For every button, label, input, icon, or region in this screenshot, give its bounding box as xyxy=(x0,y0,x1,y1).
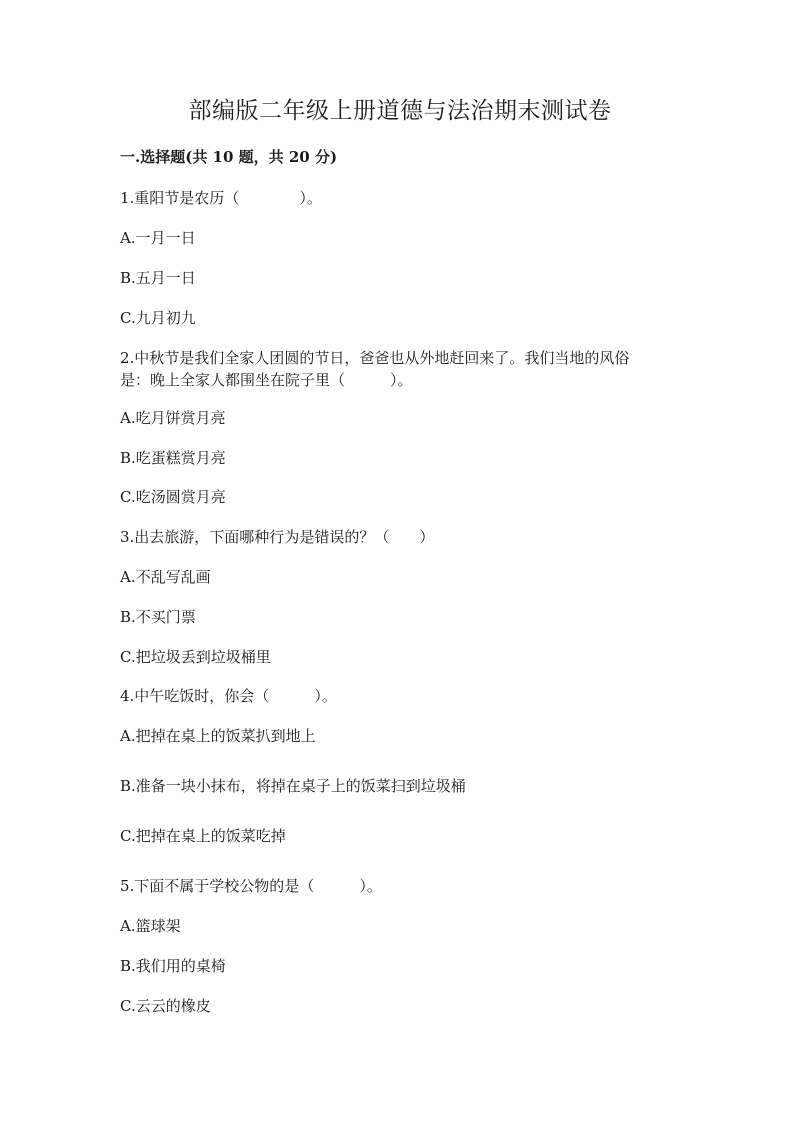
question-4-option-b: B.准备一块小抹布，将掉在桌子上的饭菜扫到垃圾桶 xyxy=(120,777,466,795)
question-3-option-a: A.不乱写乱画 xyxy=(120,568,211,586)
question-3-option-b: B.不买门票 xyxy=(120,608,196,626)
question-1-option-c: C.九月初九 xyxy=(120,309,196,327)
question-1-option-a: A.一月一日 xyxy=(120,229,196,247)
page-title: 部编版二年级上册道德与法治期末测试卷 xyxy=(188,98,612,124)
question-2-stem-line-2: 是：晚上全家人都围坐在院子里（ ）。 xyxy=(120,371,413,389)
section-heading: 一.选择题(共 10 题，共 20 分) xyxy=(120,148,338,166)
question-2-stem-line-1: 2.中秋节是我们全家人团圆的节日，爸爸也从外地赶回来了。我们当地的风俗 xyxy=(120,349,630,367)
question-4-option-c: C.把掉在桌上的饭菜吃掉 xyxy=(120,827,286,845)
question-1-option-b: B.五月一日 xyxy=(120,269,196,287)
question-1-stem: 1.重阳节是农历（ ）。 xyxy=(120,189,322,207)
question-5-option-b: B.我们用的桌椅 xyxy=(120,957,226,975)
question-5-option-a: A.篮球架 xyxy=(120,917,181,935)
question-2-option-b: B.吃蛋糕赏月亮 xyxy=(120,449,226,467)
question-2-option-c: C.吃汤圆赏月亮 xyxy=(120,488,226,506)
question-3-option-c: C.把垃圾丢到垃圾桶里 xyxy=(120,648,271,666)
question-5-option-c: C.云云的橡皮 xyxy=(120,997,211,1015)
question-2-option-a: A.吃月饼赏月亮 xyxy=(120,409,226,427)
question-4-stem: 4.中午吃饭时，你会（ ）。 xyxy=(120,687,337,705)
question-3-stem: 3.出去旅游，下面哪种行为是错误的？（ ） xyxy=(120,528,435,546)
question-5-stem: 5.下面不属于学校公物的是（ ）。 xyxy=(120,877,382,895)
question-4-option-a: A.把掉在桌上的饭菜扒到地上 xyxy=(120,727,316,745)
